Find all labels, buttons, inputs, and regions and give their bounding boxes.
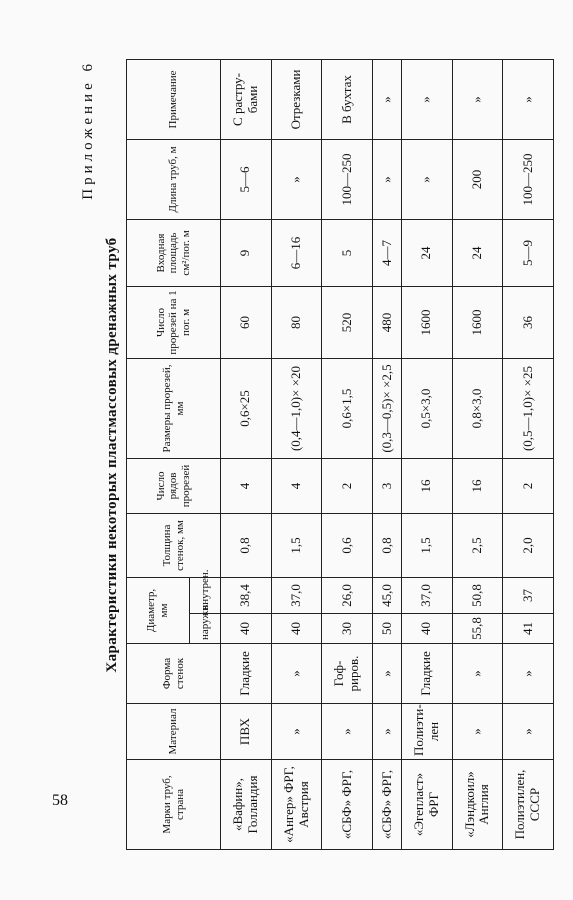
cell-material: »	[452, 704, 503, 760]
cell-pipe-length: »	[373, 139, 402, 219]
table-row	[401, 59, 452, 849]
page-number: 58	[52, 792, 68, 809]
cell-slot-size: (0,5—1,0)× ×25	[503, 358, 554, 458]
header-brand: Марки труб, страна	[127, 760, 221, 850]
cell-note: »	[401, 59, 452, 139]
cell-thickness: 0,6	[322, 513, 373, 577]
cell-outer: 30	[322, 614, 373, 644]
cell-material: ПВХ	[221, 704, 272, 760]
cell-inner: 37	[503, 577, 554, 613]
cell-thickness: 2,5	[452, 513, 503, 577]
cell-slot-size: 0,8×3,0	[452, 358, 503, 458]
cell-slot-rows: 2	[322, 458, 373, 513]
header-diameter-inner: внутрен.	[190, 577, 221, 613]
cell-slot-count: 1600	[401, 286, 452, 358]
cell-slot-size: 0,6×25	[221, 358, 272, 458]
cell-slot-count: 60	[221, 286, 272, 358]
table-row	[452, 59, 503, 849]
cell-wall-shape: Гладкие	[401, 644, 452, 704]
cell-wall-shape: Гоф-риров.	[322, 644, 373, 704]
cell-inner: 37,0	[271, 577, 322, 613]
cell-outer: 40	[221, 614, 272, 644]
cell-brand: «Ангер» ФРГ, Австрия	[271, 760, 322, 850]
cell-wall-shape: Гладкие	[221, 644, 272, 704]
table-row	[322, 59, 373, 849]
cell-wall-shape: »	[452, 644, 503, 704]
header-diameter-outer: наружн.	[190, 614, 221, 644]
cell-thickness: 2,0	[503, 513, 554, 577]
header-slot-size: Размеры прорезей, мм	[127, 358, 221, 458]
cell-inner: 26,0	[322, 577, 373, 613]
cell-material: »	[322, 704, 373, 760]
cell-thickness: 1,5	[401, 513, 452, 577]
cell-material: »	[271, 704, 322, 760]
rotated-table-area	[80, 60, 554, 850]
table-row	[271, 59, 322, 849]
cell-slot-size: (0,3—0,5)× ×2,5	[373, 358, 402, 458]
cell-slot-rows: 3	[373, 458, 402, 513]
pipes-table	[126, 59, 554, 850]
cell-outer: 40	[401, 614, 452, 644]
cell-inflow-area: 24	[452, 219, 503, 286]
cell-slot-count: 480	[373, 286, 402, 358]
cell-pipe-length: »	[401, 139, 452, 219]
cell-inflow-area: 5—9	[503, 219, 554, 286]
header-slot-count: Число прорезей на 1 пог. м	[127, 286, 221, 358]
table-row	[373, 59, 402, 849]
cell-pipe-length: »	[271, 139, 322, 219]
header-material: Материал	[127, 704, 221, 760]
table-caption: Характеристики некоторых пластмассовых дренажных труб	[104, 237, 120, 673]
header-slot-rows: Число рядов прорезей	[127, 458, 221, 513]
cell-inflow-area: 4—7	[373, 219, 402, 286]
cell-note: С растру-бами	[221, 59, 272, 139]
cell-thickness: 0,8	[373, 513, 402, 577]
cell-slot-count: 36	[503, 286, 554, 358]
cell-material: »	[373, 704, 402, 760]
header-inflow-area: Входная площадь см²/пог. м	[127, 219, 221, 286]
header-note: Примечание	[127, 59, 221, 139]
cell-outer: 40	[271, 614, 322, 644]
cell-inner: 45,0	[373, 577, 402, 613]
cell-brand: «Вафин», Голландия	[221, 760, 272, 850]
cell-material: »	[503, 704, 554, 760]
cell-slot-size: 0,5×3,0	[401, 358, 452, 458]
cell-inner: 38,4	[221, 577, 272, 613]
cell-wall-shape: »	[271, 644, 322, 704]
cell-material: Полиэти-лен	[401, 704, 452, 760]
cell-wall-shape: »	[503, 644, 554, 704]
cell-brand: «Лэндкоил» Англия	[452, 760, 503, 850]
cell-slot-rows: 4	[271, 458, 322, 513]
cell-brand: Полиэтилен, СССР	[503, 760, 554, 850]
cell-thickness: 1,5	[271, 513, 322, 577]
cell-inflow-area: 6—16	[271, 219, 322, 286]
cell-brand: «Эгепласт» ФРГ	[401, 760, 452, 850]
cell-pipe-length: 200	[452, 139, 503, 219]
cell-note: »	[503, 59, 554, 139]
header-wall-shape: Форма стенок	[127, 644, 221, 704]
cell-inflow-area: 24	[401, 219, 452, 286]
cell-pipe-length: 100—250	[503, 139, 554, 219]
cell-slot-rows: 16	[452, 458, 503, 513]
cell-note: »	[452, 59, 503, 139]
cell-inflow-area: 5	[322, 219, 373, 286]
header-diameter: Диаметр, мм	[127, 577, 190, 643]
cell-slot-size: 0,6×1,5	[322, 358, 373, 458]
header-thickness: Толщина стенок, мм	[127, 513, 221, 577]
cell-inner: 37,0	[401, 577, 452, 613]
cell-slot-rows: 16	[401, 458, 452, 513]
cell-note: »	[373, 59, 402, 139]
table-row	[503, 59, 554, 849]
cell-pipe-length: 5—6	[221, 139, 272, 219]
cell-brand: «СБФ» ФРГ,	[322, 760, 373, 850]
table-body	[221, 59, 554, 849]
cell-pipe-length: 100—250	[322, 139, 373, 219]
cell-thickness: 0,8	[221, 513, 272, 577]
cell-slot-count: 520	[322, 286, 373, 358]
cell-outer: 41	[503, 614, 554, 644]
cell-slot-rows: 4	[221, 458, 272, 513]
cell-slot-rows: 2	[503, 458, 554, 513]
cell-inner: 50,8	[452, 577, 503, 613]
table-row	[221, 59, 272, 849]
cell-outer: 50	[373, 614, 402, 644]
cell-inflow-area: 9	[221, 219, 272, 286]
cell-outer: 55,8	[452, 614, 503, 644]
cell-slot-size: (0,4—1,0)× ×20	[271, 358, 322, 458]
cell-slot-count: 1600	[452, 286, 503, 358]
cell-brand: «СБФ» ФРГ,	[373, 760, 402, 850]
header-pipe-length: Длина труб, м	[127, 139, 221, 219]
cell-note: Отрезками	[271, 59, 322, 139]
appendix-label: Приложение 6	[80, 60, 96, 200]
cell-note: В бухтах	[322, 59, 373, 139]
cell-slot-count: 80	[271, 286, 322, 358]
cell-wall-shape: »	[373, 644, 402, 704]
